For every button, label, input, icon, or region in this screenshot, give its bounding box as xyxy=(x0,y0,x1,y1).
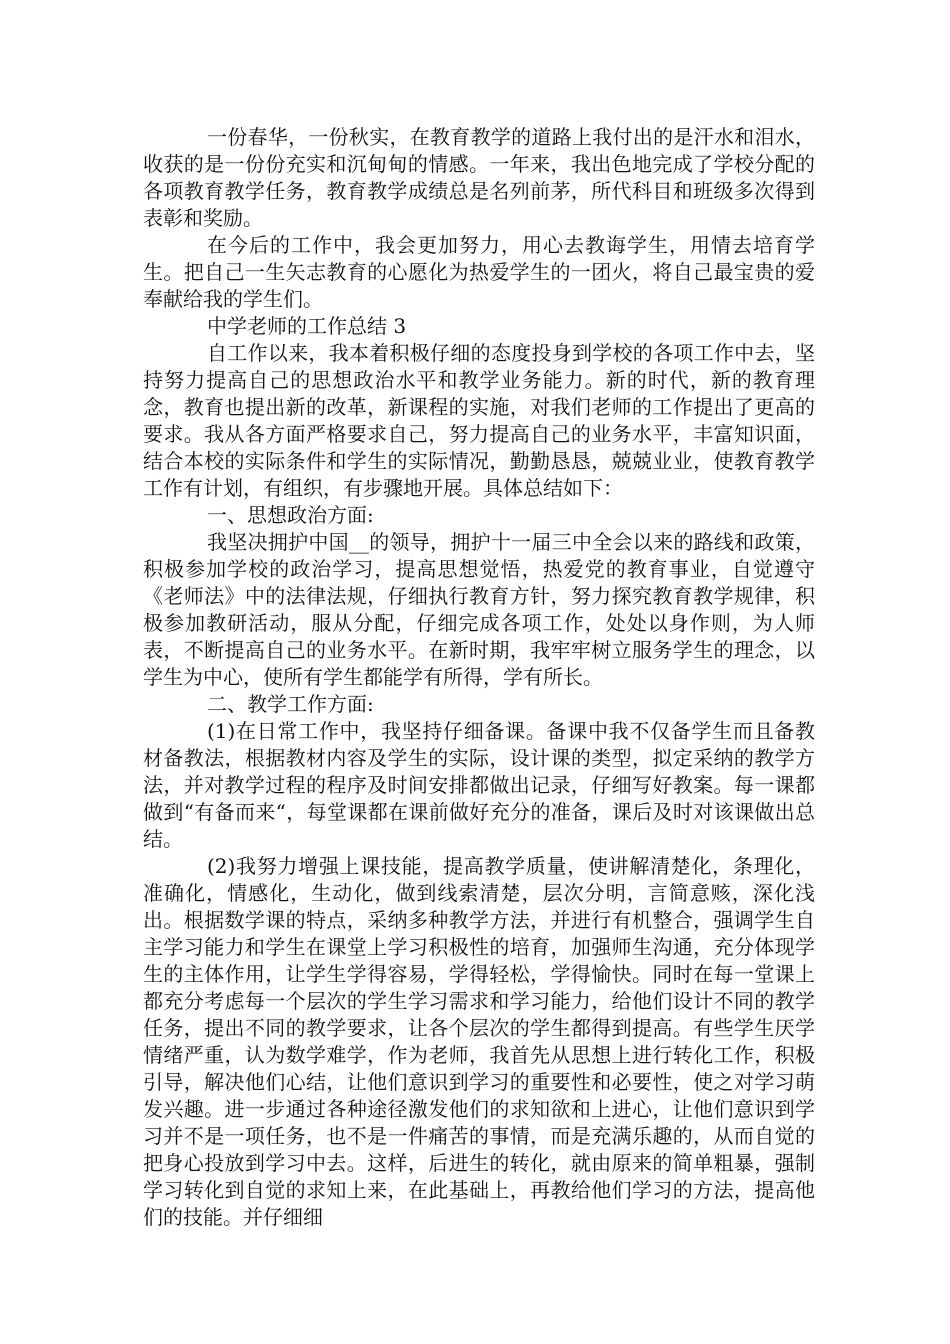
paragraph-classroom-skills: (2)我努力增强上课技能，提高教学质量，使讲解清楚化，条理化，准确化，情感化，生动化，做到线索清楚，层次分明，言简意赅，深化浅出。根据数学课的特点，采纳多种教学方法，并进行有机整合，强调学生自主学习能力和学生在课堂上学习积极性的培育，加强师生沟通，充分体现学生的主体作用，让学生学得容易，学得轻松，学得愉快。同时在每一堂课上都充分考虑每一个层次的学生学习需求和学习能力，给他们设计不同的教学任务，提出不同的教学要求，让各个层次的学生都得到提高。有些学生厌学情绪严重，认为数学难学，作为老师，我首先从思想上进行转化工作，积极引导，解决他们心结，让他们意识到学习的重要性和必要性，使之对学习萌发兴趣。进一步通过各种途径激发他们的求知欲和上进心，让他们意识到学习并不是一项任务，也不是一件痛苦的事情，而是充满乐趣的，从而自觉的把身心投放到学习中去。这样，后进生的转化，就由原来的简单粗暴，强制学习转化到自觉的求知上来，在此基础上，再教给他们学习的方法，提高他们的技能。并仔细细 xyxy=(143,854,815,1229)
paragraph-intro-reflection: 一份春华，一份秋实，在教育教学的道路上我付出的是汗水和泪水，收获的是一份份充实和沉甸甸的情感。一年来，我出色地完成了学校分配的各项教育教学任务，教育教学成绩总是名列前茅，所代科目和班级多次得到表彰和奖励。 xyxy=(143,125,815,230)
paragraph-lesson-preparation: (1)在日常工作中，我坚持仔细备课。备课中我不仅备学生而且备教材备教法，根据教材内容及学生的实际，设计课的类型，拟定采纳的教学方法，并对教学过程的程序及时间安排都做出记录，仔细写好教案。每一课都做到“有备而来“，每堂课都在课前做好充分的准备，课后及时对该课做出总结。 xyxy=(143,719,815,851)
paragraph-political-thought: 我坚决拥护中国__的领导，拥护十一届三中全会以来的路线和政策，积极参加学校的政治学习，提高思想觉悟，热爱党的教育事业，自觉遵守《老师法》中的法律法规，仔细执行教育方针，努力探究教育教学规律，积极参加教研活动，服从分配，仔细完成各项工作，处处以身作则，为人师表，不断提高自己的业务水平。在新时期，我牢牢树立服务学生的理念，以学生为中心，使所有学生都能学有所得，学有所长。 xyxy=(143,530,815,689)
paragraph-work-overview: 自工作以来，我本着积极仔细的态度投身到学校的各项工作中去，坚持努力提高自己的思想政治水平和教学业务能力。新的时代，新的教育理念，教育也提出新的改革，新课程的实施，对我们老师的工作提出了更高的要求。我从各方面严格要求自己，努力提高自己的业务水平，丰富知识面，结合本校的实际条件和学生的实际情况，勤勤恳恳，兢兢业业，使教育教学工作有计划，有组织，有步骤地开展。具体总结如下： xyxy=(143,341,815,500)
section-heading-summary-3: 中学老师的工作总结 3 xyxy=(207,314,407,338)
subheading-teaching-work: 二、教学工作方面: xyxy=(207,692,374,716)
paragraph-future-commitment: 在今后的工作中，我会更加努力，用心去教诲学生，用情去培育学生。把自己一生矢志教育的心愿化为热爱学生的一团火，将自己最宝贵的爱奉献给我的学生们。 xyxy=(143,233,815,311)
subheading-political-thought: 一、思想政治方面: xyxy=(207,503,374,527)
document-body xyxy=(143,124,815,1231)
